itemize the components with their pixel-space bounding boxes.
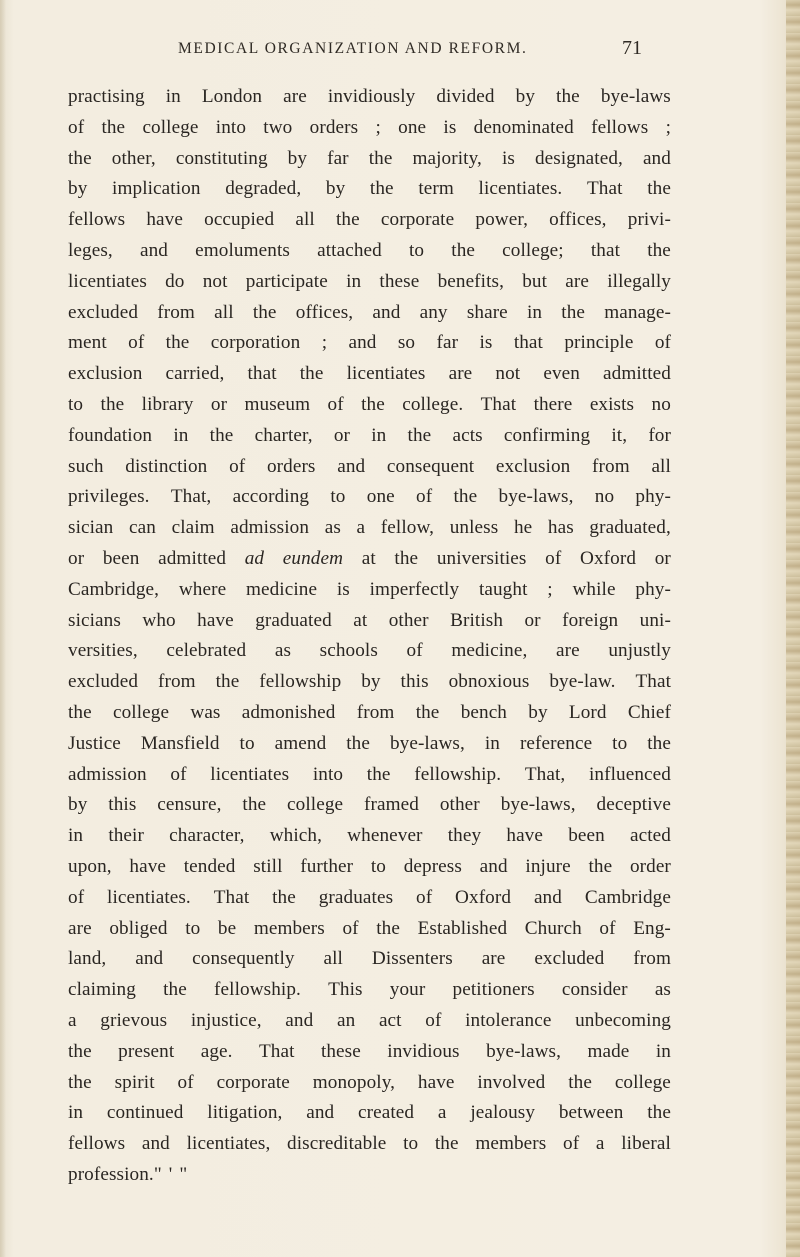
text-line: fellows and licentiates, discreditable to the members of a liberal bbox=[68, 1133, 671, 1155]
text-line: fellows have occupied all the corporate power, offices, privi- bbox=[68, 209, 671, 231]
text-line: of the college into two orders ; one is denominated fellows ; bbox=[68, 116, 671, 138]
text-line: in their character, which, whenever they have been acted bbox=[68, 825, 671, 847]
text-line: sicians who have graduated at other British or foreign uni- bbox=[68, 609, 671, 631]
text-line: by this censure, the college framed other bye-laws, deceptive bbox=[68, 794, 671, 816]
text-line: versities, celebrated as schools of medicine, are unjustly bbox=[68, 640, 671, 662]
text-line: to the library or museum of the college. That there exists no bbox=[68, 393, 671, 415]
text-line: the college was admonished from the bench by Lord Chief bbox=[68, 701, 671, 723]
text-line: of licentiates. That the graduates of Oxford and Cambridge bbox=[68, 886, 671, 908]
text-line: such distinction of orders and consequent exclusion from all bbox=[68, 455, 671, 477]
page-edge-binding bbox=[786, 0, 800, 1257]
text-line: land, and consequently all Dissenters are excluded from bbox=[68, 948, 671, 970]
running-header-title: MEDICAL ORGANIZATION AND REFORM. bbox=[178, 40, 528, 57]
text-line: are obliged to be members of the Established Church of Eng- bbox=[68, 917, 671, 939]
text-line: in continued litigation, and created a jealousy between the bbox=[68, 1102, 671, 1124]
text-line: ment of the corporation ; and so far is that principle of bbox=[68, 332, 671, 354]
text-line: excluded from all the offices, and any share in the manage- bbox=[68, 301, 671, 323]
text-line: sician can claim admission as a fellow, unless he has graduated, bbox=[68, 517, 671, 539]
text-line: claiming the fellowship. This your petitioners consider as bbox=[68, 979, 671, 1001]
text-line: profession." ' " bbox=[68, 1163, 188, 1185]
text-line: Justice Mansfield to amend the bye-laws, in reference to the bbox=[68, 732, 671, 754]
text-line: Cambridge, where medicine is imperfectly taught ; while phy- bbox=[68, 578, 671, 600]
text-line: leges, and emoluments attached to the college; that the bbox=[68, 239, 671, 261]
text-line: the spirit of corporate monopoly, have involved the college bbox=[68, 1071, 671, 1093]
text-line: excluded from the fellowship by this obnoxious bye-law. That bbox=[68, 671, 671, 693]
text-line: practising in London are invidiously divided by the bye-laws bbox=[68, 86, 671, 107]
text-line: the other, constituting by far the majority, is designated, and bbox=[68, 147, 671, 169]
text-line: upon, have tended still further to depress and injure the order bbox=[68, 855, 671, 877]
text-line: or been admitted ad eundem at the universities of Oxford or bbox=[68, 547, 671, 569]
text-line: licentiates do not participate in these benefits, but are illegally bbox=[68, 270, 671, 292]
text-line: the present age. That these invidious bye-laws, made in bbox=[68, 1040, 671, 1062]
page-number: 71 bbox=[622, 37, 642, 59]
text-line: by implication degraded, by the term licentiates. That the bbox=[68, 178, 671, 200]
text-line: a grievous injustice, and an act of intolerance unbecoming bbox=[68, 1009, 671, 1031]
text-line: privileges. That, according to one of the bye-laws, no phy- bbox=[68, 486, 671, 508]
text-line: exclusion carried, that the licentiates are not even admitted bbox=[68, 363, 671, 385]
text-line: admission of licentiates into the fellowship. That, influenced bbox=[68, 763, 671, 785]
page-gutter-shadow bbox=[0, 0, 6, 1257]
body-text bbox=[68, 82, 671, 1191]
text-line: foundation in the charter, or in the acts confirming it, for bbox=[68, 424, 671, 446]
